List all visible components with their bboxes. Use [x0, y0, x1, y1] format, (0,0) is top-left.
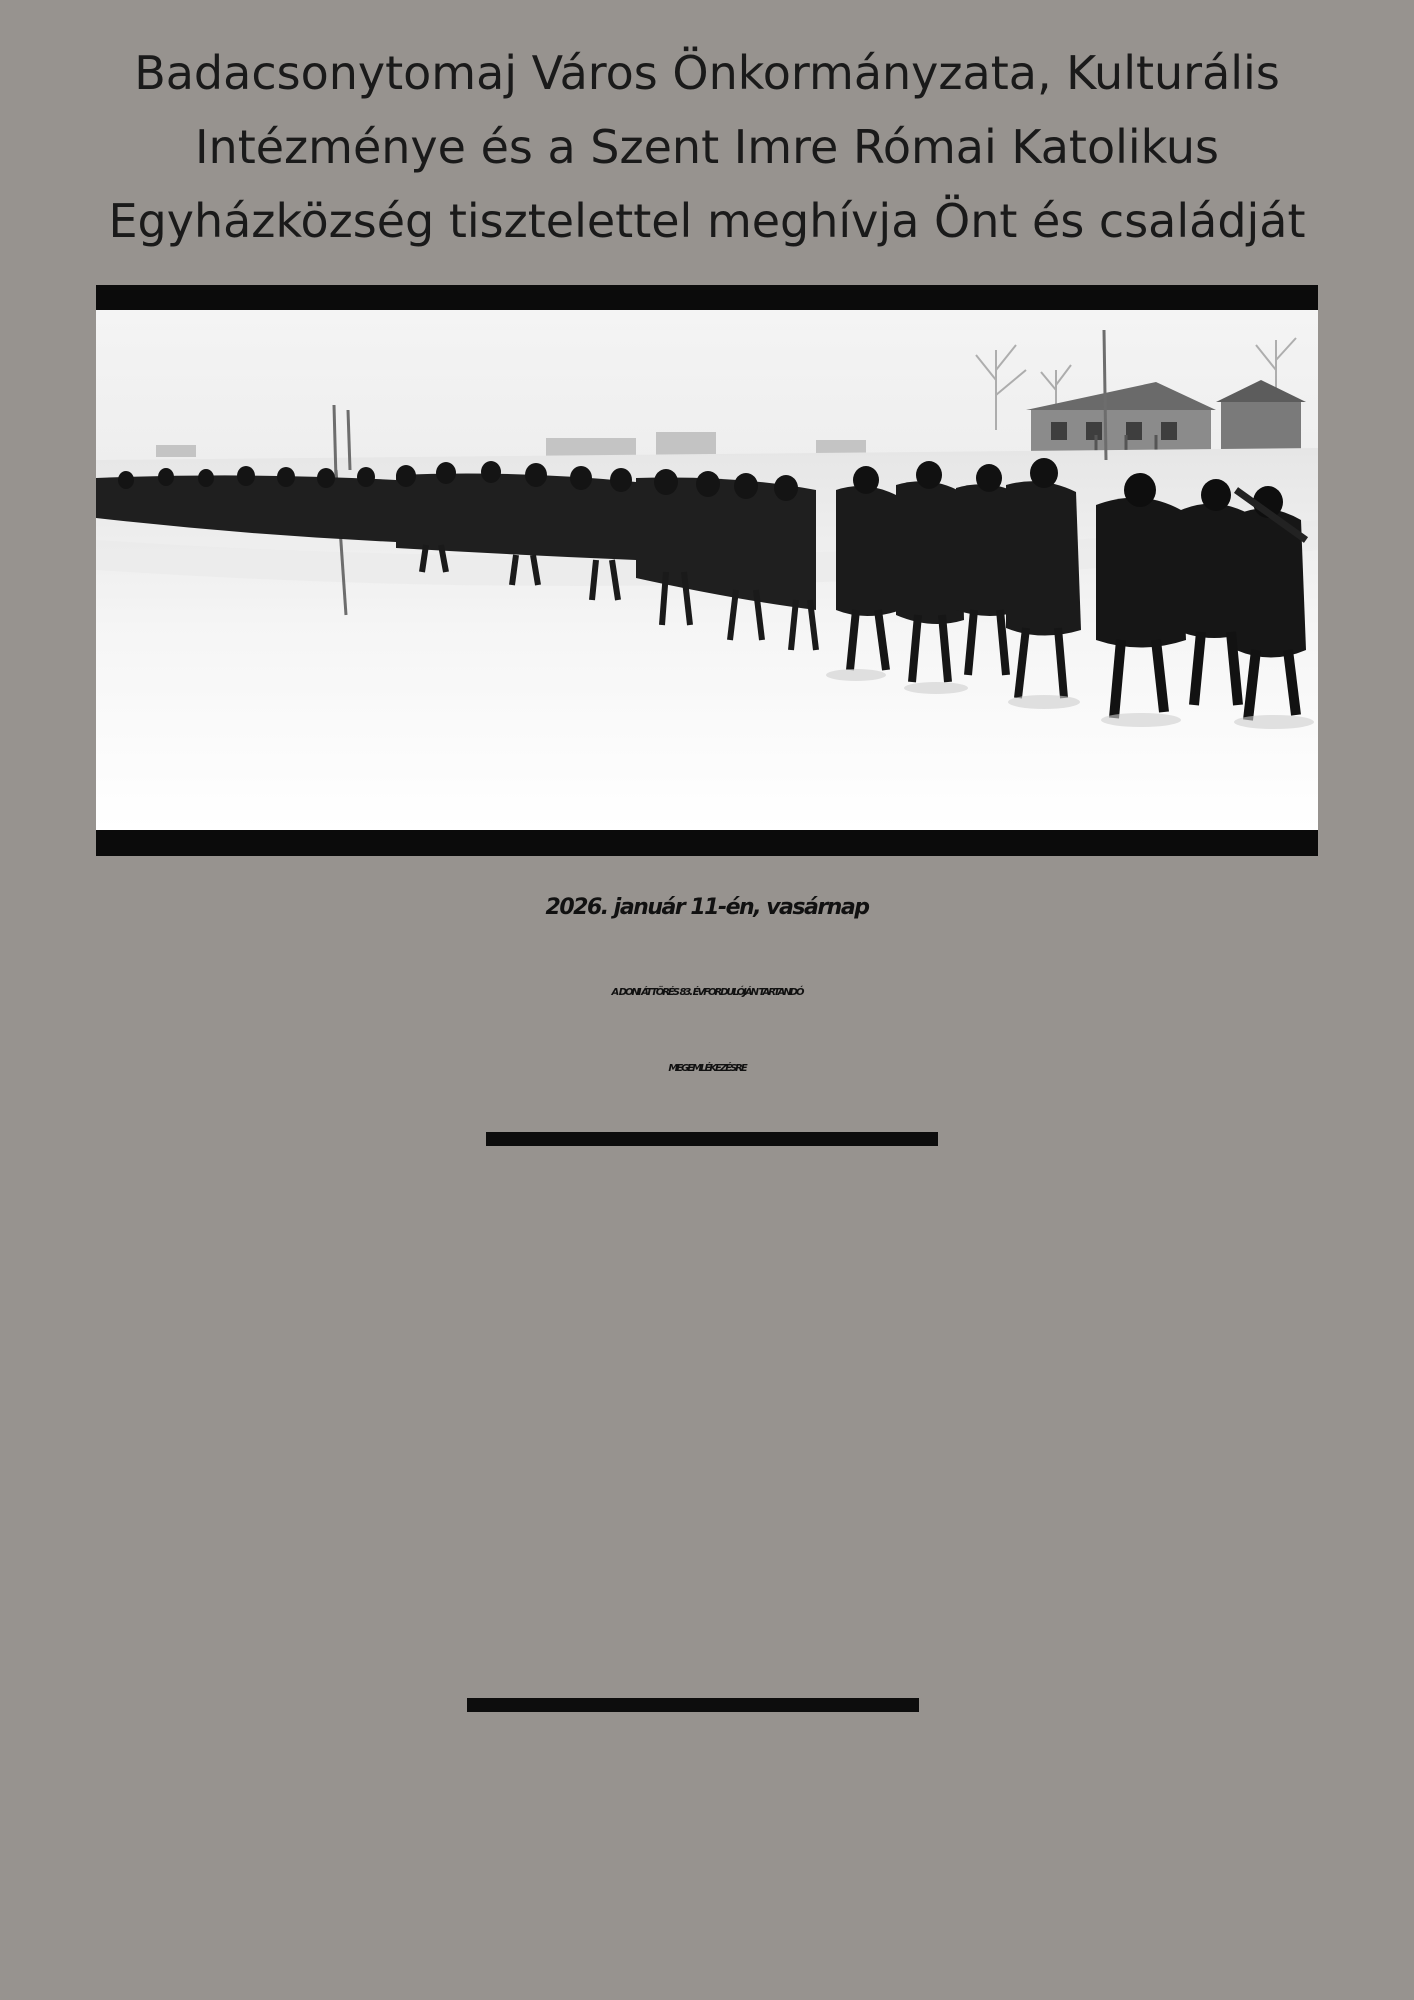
divider [467, 1698, 919, 1712]
invitation-line: Badacsonytomaj Város Önkormányzata, Kulturális [134, 46, 1280, 100]
footer-line [0, 1840, 1414, 1879]
footer-line [0, 1801, 1414, 1840]
footer-line [0, 1879, 1414, 1918]
footer-line [0, 1762, 1414, 1801]
footer-line [0, 1918, 1414, 1957]
mass-line [0, 1184, 1414, 1243]
invitation-heading [30, 36, 1384, 258]
ceremony-details [0, 1486, 1414, 1663]
memorial-name [0, 1604, 1414, 1663]
event-headline [0, 955, 1414, 1107]
headline-line: A DONI ÁTTÖRÉS 83. ÉVFORDULÓJÁN TARTANDÓ [611, 987, 803, 998]
divider [486, 1132, 938, 1146]
event-date: 2026. január 11-én, vasárnap [545, 895, 869, 920]
invitation-line: Intézménye és a Szent Imre Római Katolikus [194, 120, 1220, 174]
celebrant-line [0, 1361, 1414, 1420]
church-name [0, 1302, 1414, 1361]
ceremony-line [0, 1486, 1414, 1545]
soldiers-in-snow-photo [96, 310, 1318, 830]
headline-line: MEGEMLÉKEZÉSRE [668, 1063, 746, 1074]
ceremony-line [0, 1545, 1414, 1604]
photo-illustration [96, 310, 1318, 830]
mass-line [0, 1243, 1414, 1302]
mass-details [0, 1184, 1414, 1420]
photo-frame [96, 285, 1318, 856]
invitation-line: Egyházközség tisztelettel meghívja Önt és családját [108, 194, 1306, 248]
organizer-footer [0, 1762, 1414, 1957]
